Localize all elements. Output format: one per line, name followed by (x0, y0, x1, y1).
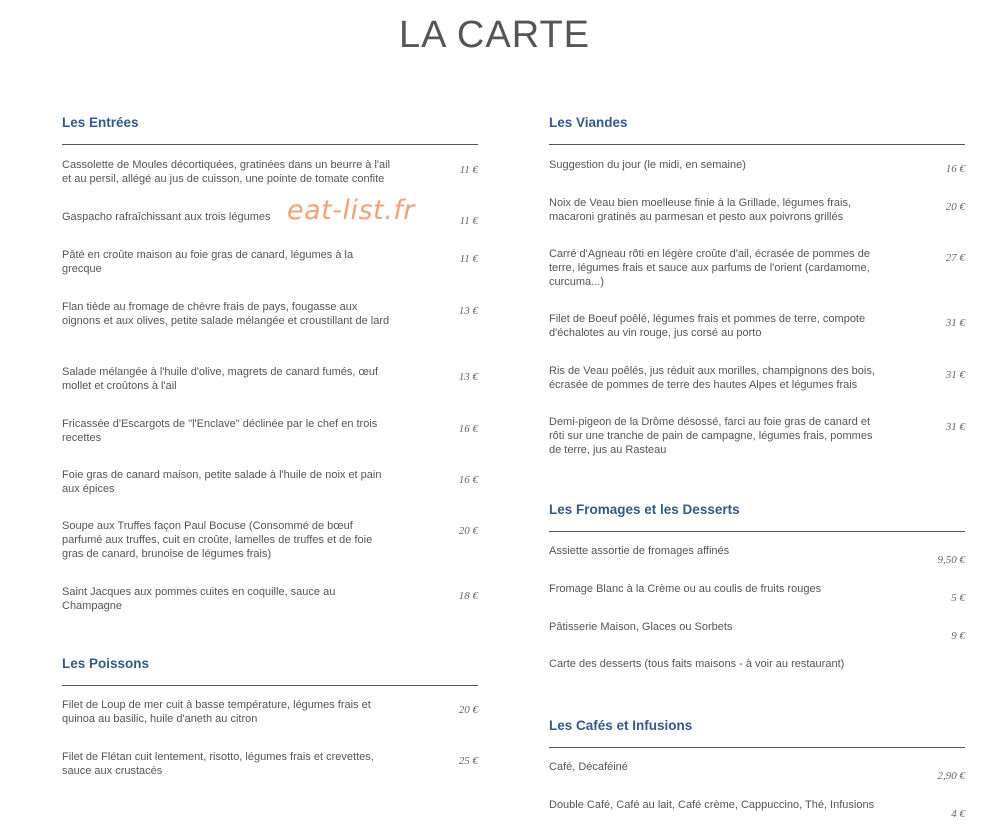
menu-item (549, 247, 965, 289)
menu-item (549, 798, 965, 820)
item-description: Pâtisserie Maison, Glaces ou Sorbets (549, 621, 733, 633)
item-price: 11 € (459, 164, 478, 176)
item-price: 20 € (458, 704, 478, 716)
item-price: 27 € (945, 252, 965, 264)
menu-item (62, 365, 478, 393)
item-price: 4 € (951, 808, 965, 820)
item-description: Demi-pigeon de la Drôme désossé, farci au foie gras de canard et rôti sur une tranche de pain de campagne, légumes frais, pommes de terre, jus au Rasteau (549, 416, 873, 456)
item-price: 2,90 € (937, 770, 965, 782)
menu-item (62, 519, 478, 561)
menu-item (62, 417, 478, 445)
item-price: 25 € (458, 755, 478, 767)
item-price: 9 € (951, 630, 965, 642)
section-divider (549, 747, 965, 748)
item-description: Fricassée d'Escargots de "l'Enclave" déclinée par le chef en trois recettes (62, 418, 378, 444)
item-description: Foie gras de canard maison, petite salade à l'huile de noix et pain aux épices (62, 469, 382, 495)
item-price: 13 € (458, 305, 478, 317)
item-description: Suggestion du jour (le midi, en semaine) (549, 159, 746, 171)
section-viandes (549, 112, 965, 456)
item-description: Fromage Blanc à la Crème ou au coulis de fruits rouges (549, 583, 822, 595)
item-description: Gaspacho rafraîchissant aux trois légumes (62, 211, 271, 223)
item-description: Flan tiède au fromage de chèvre frais de pays, fougasse aux oignons et aux olives, petite salade mélangée et croustillant de lard (62, 301, 390, 327)
watermark: eat-list.fr (287, 195, 415, 226)
item-price: 31 € (945, 369, 965, 381)
item-description: Pâté en croûte maison au foie gras de canard, légumes à la grecque (62, 249, 354, 275)
section-title-entrees: Les Entrées (62, 115, 139, 130)
item-price: 11 € (459, 215, 478, 227)
item-price: 11 € (459, 253, 478, 265)
item-price: 31 € (945, 421, 965, 433)
menu-item (62, 750, 478, 778)
section-poissons (62, 653, 478, 777)
menu-item (549, 312, 965, 340)
menu-item (62, 300, 478, 328)
menu-item (62, 585, 478, 613)
item-description: Carte des desserts (tous faits maisons - à voir au restaurant) (549, 658, 845, 670)
item-price: 20 € (458, 525, 478, 537)
item-description: Filet de Loup de mer cuit à basse température, légumes frais et quinoa au basilic, huile d'aneth au citron (62, 699, 371, 725)
section-fromages-desserts (549, 499, 965, 670)
item-price: 18 € (458, 590, 478, 602)
item-price: 31 € (945, 317, 965, 329)
menu-item (62, 248, 478, 276)
section-divider (62, 144, 478, 145)
menu-item (549, 657, 965, 671)
item-description: Soupe aux Truffes façon Paul Bocuse (Consommé de bœuf parfumé aux truffes, cuit en croûte, lamelles de truffes et de foie gras de canard, brunoise de légumes frais) (62, 520, 373, 560)
item-price: 5 € (951, 592, 965, 604)
item-price: 16 € (458, 423, 478, 435)
item-description: Café, Décaféiné (549, 761, 628, 773)
item-description: Carré d'Agneau rôti en légère croûte d'ail, écrasée de pommes de terre, légumes frais et sauce aux parfums de l'orient (cardamome, curcuma...) (549, 248, 870, 288)
item-price: 13 € (458, 371, 478, 383)
menu-item (549, 620, 965, 642)
item-price: 20 € (945, 201, 965, 213)
section-title-fromages: Les Fromages et les Desserts (549, 502, 740, 517)
section-cafes-infusions (549, 715, 965, 820)
menu-item (549, 544, 965, 566)
page-title: LA CARTE (398, 14, 591, 56)
section-title-poissons: Les Poissons (62, 656, 150, 671)
section-title-viandes: Les Viandes (549, 115, 628, 130)
item-price: 9,50 € (937, 554, 965, 566)
section-title-cafes: Les Cafés et Infusions (549, 718, 693, 733)
menu-item (62, 468, 478, 496)
section-divider (62, 685, 478, 686)
menu-item (62, 698, 478, 726)
menu-item (549, 158, 965, 175)
section-divider (549, 144, 965, 145)
menu-item (549, 415, 965, 457)
item-price: 16 € (458, 474, 478, 486)
menu-item (62, 158, 478, 186)
item-price: 16 € (945, 163, 965, 175)
item-description: Filet de Boeuf poêlé, légumes frais et pommes de terre, compote d'échalotes au vin rouge, jus corsé au porto (549, 313, 866, 339)
item-description: Filet de Flétan cuit lentement, risotto, légumes frais et crevettes, sauce aux crustacés (62, 751, 374, 777)
item-description: Saint Jacques aux pommes cuites en coquille, sauce au Champagne (62, 586, 336, 612)
section-divider (549, 531, 965, 532)
item-description: Cassolette de Moules décortiquées, gratinées dans un beurre à l'ail et au persil, allégé au jus de cuisson, une pointe de tomate confite (62, 159, 391, 185)
menu-item (549, 364, 965, 392)
item-description: Ris de Veau poêlés, jus réduit aux morilles, champignons des bois, écrasée de pommes de terre des hautes Alpes et légumes frais (549, 365, 875, 391)
menu-item (549, 196, 965, 224)
item-description: Salade mélangée à l'huile d'olive, magrets de canard fumés, œuf mollet et croûtons à l'ail (62, 366, 379, 392)
item-description: Double Café, Café au lait, Café crème, Cappuccino, Thé, Infusions (549, 799, 875, 811)
menu-item (549, 582, 965, 604)
menu-item (549, 760, 965, 782)
item-description: Noix de Veau bien moelleuse finie à la Grillade, légumes frais, macaroni gratinés au parmesan et pesto aux poivrons grillés (549, 197, 852, 223)
item-description: Assiette assortie de fromages affinés (549, 545, 730, 557)
